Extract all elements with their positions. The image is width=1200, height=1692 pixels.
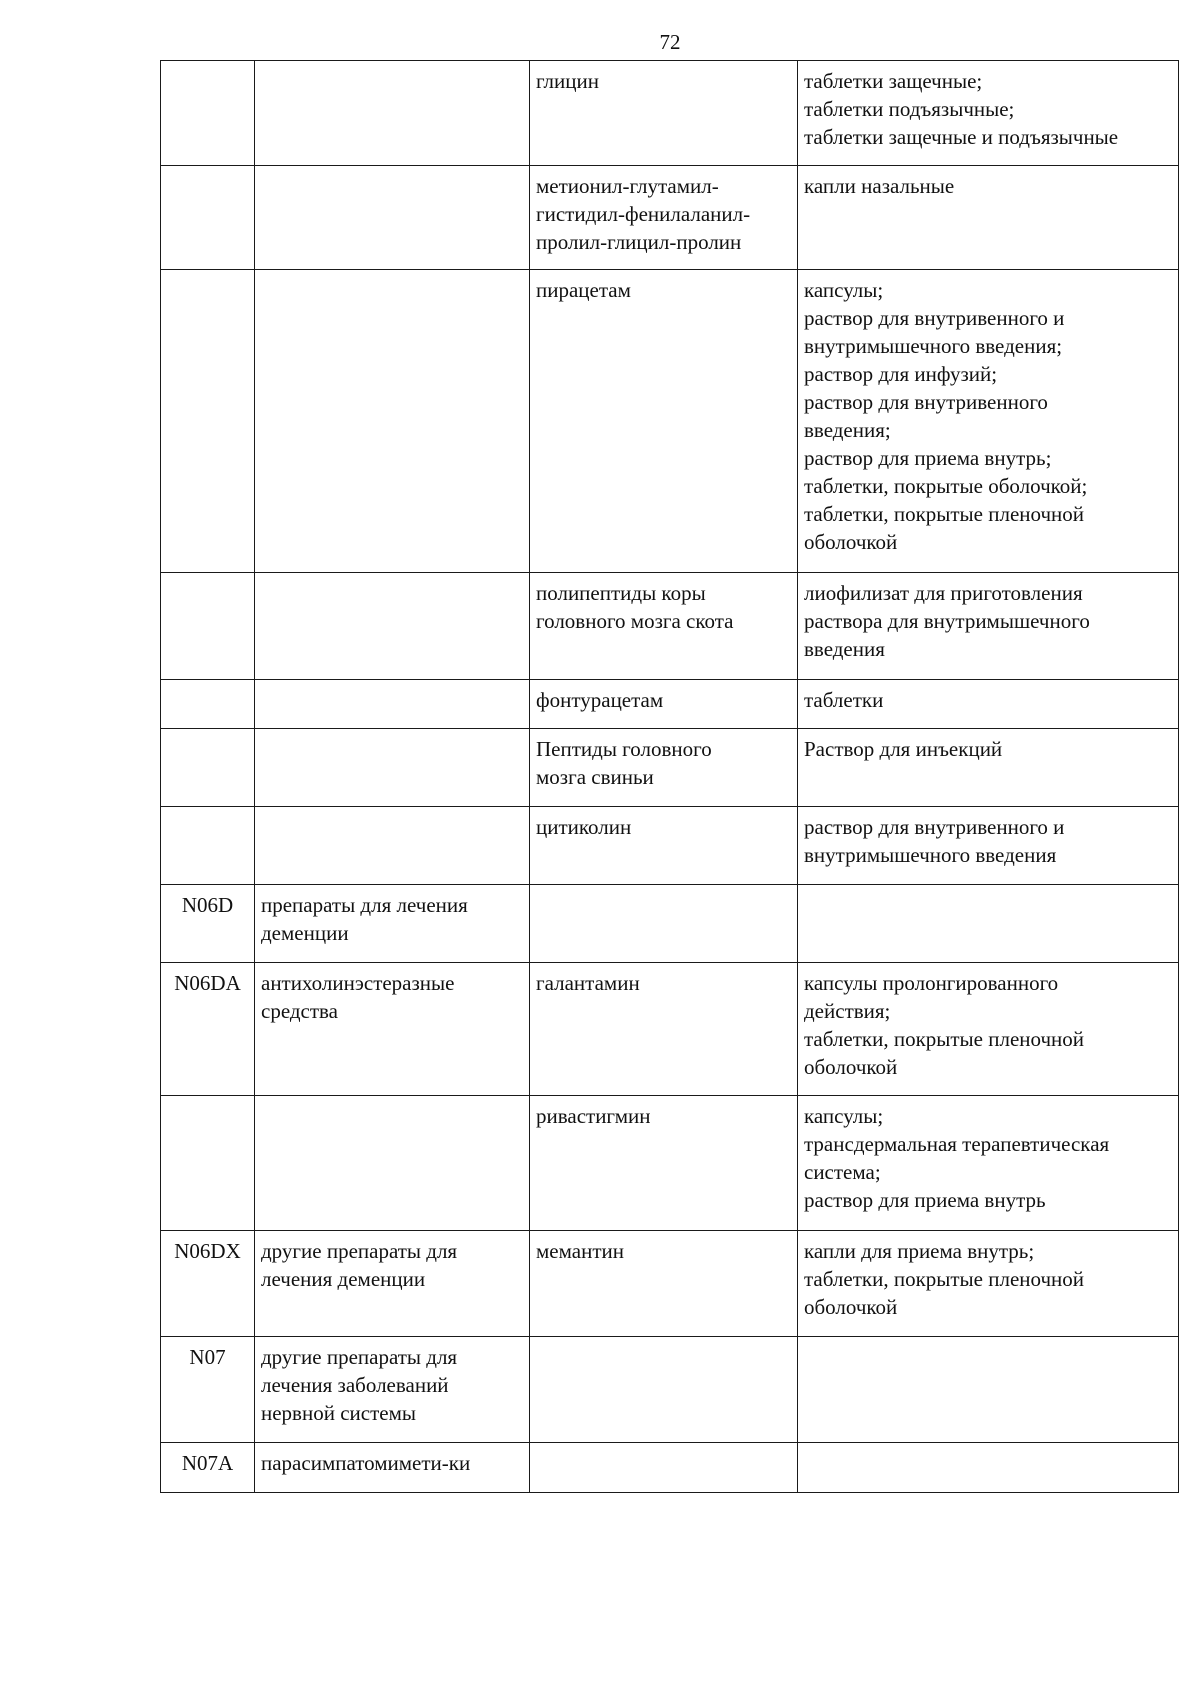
group-name-cell	[255, 61, 530, 166]
dosage-forms-cell: лиофилизат для приготовления раствора для внутримышечного введения	[798, 573, 1179, 680]
group-name-cell	[255, 166, 530, 270]
dosage-forms-cell: капсулы; раствор для внутривенного и внутримышечного введения; раствор для инфузий; раствор для внутривенного введения; раствор для приема внутрь; таблетки, покрытые оболочкой; таблетки, покрытые пленочной оболочкой	[798, 270, 1179, 573]
table-row	[161, 573, 1179, 680]
atc-code-cell: N06DA	[161, 963, 255, 1096]
atc-code-cell	[161, 807, 255, 885]
atc-code-cell	[161, 270, 255, 573]
atc-code-cell: N07A	[161, 1443, 255, 1493]
group-name-cell	[255, 270, 530, 573]
atc-code-cell: N07	[161, 1337, 255, 1443]
group-name-cell: другие препараты для лечения деменции	[255, 1231, 530, 1337]
drug-name-cell: фонтурацетам	[530, 680, 798, 729]
dosage-forms-cell: таблетки защечные; таблетки подъязычные; таблетки защечные и подъязычные	[798, 61, 1179, 166]
group-name-cell	[255, 807, 530, 885]
atc-code-cell	[161, 61, 255, 166]
group-name-cell	[255, 680, 530, 729]
drug-name-cell	[530, 1337, 798, 1443]
drug-name-cell: полипептиды коры головного мозга скота	[530, 573, 798, 680]
table-row	[161, 1443, 1179, 1493]
dosage-forms-cell: капли назальные	[798, 166, 1179, 270]
group-name-cell: другие препараты для лечения заболеваний нервной системы	[255, 1337, 530, 1443]
drug-name-cell: метионил-глутамил- гистидил-фенилаланил- пролил-глицил-пролин	[530, 166, 798, 270]
atc-code-cell	[161, 729, 255, 807]
dosage-forms-cell	[798, 1443, 1179, 1493]
dosage-forms-cell: таблетки	[798, 680, 1179, 729]
drug-name-cell: цитиколин	[530, 807, 798, 885]
drug-name-cell: глицин	[530, 61, 798, 166]
table-row	[161, 680, 1179, 729]
atc-code-cell	[161, 1096, 255, 1231]
dosage-forms-cell: капсулы пролонгированного действия; таблетки, покрытые пленочной оболочкой	[798, 963, 1179, 1096]
table-row	[161, 729, 1179, 807]
atc-code-cell: N06D	[161, 885, 255, 963]
table-row	[161, 61, 1179, 166]
dosage-forms-cell: капсулы; трансдермальная терапевтическая система; раствор для приема внутрь	[798, 1096, 1179, 1231]
group-name-cell	[255, 729, 530, 807]
group-name-cell	[255, 573, 530, 680]
dosage-forms-cell: капли для приема внутрь; таблетки, покрытые пленочной оболочкой	[798, 1231, 1179, 1337]
drug-name-cell: мемантин	[530, 1231, 798, 1337]
table-row	[161, 270, 1179, 573]
table-row	[161, 166, 1179, 270]
dosage-forms-cell: раствор для внутривенного и внутримышечного введения	[798, 807, 1179, 885]
drug-name-cell: ривастигмин	[530, 1096, 798, 1231]
drug-name-cell	[530, 885, 798, 963]
dosage-forms-cell: Раствор для инъекций	[798, 729, 1179, 807]
page-number: 72	[659, 30, 681, 54]
table-row	[161, 1231, 1179, 1337]
drug-name-cell	[530, 1443, 798, 1493]
drug-name-cell: пирацетам	[530, 270, 798, 573]
drug-name-cell: галантамин	[530, 963, 798, 1096]
dosage-forms-cell	[798, 885, 1179, 963]
table-row	[161, 885, 1179, 963]
table-row	[161, 1337, 1179, 1443]
atc-code-cell	[161, 166, 255, 270]
atc-code-cell: N06DX	[161, 1231, 255, 1337]
group-name-cell	[255, 1096, 530, 1231]
atc-code-cell	[161, 573, 255, 680]
drug-name-cell: Пептиды головного мозга свиньи	[530, 729, 798, 807]
group-name-cell: препараты для лечения деменции	[255, 885, 530, 963]
dosage-forms-cell	[798, 1337, 1179, 1443]
table-row	[161, 1096, 1179, 1231]
group-name-cell: парасимпатомимети-ки	[255, 1443, 530, 1493]
drug-table	[160, 60, 1179, 1493]
group-name-cell: антихолинэстеразные средства	[255, 963, 530, 1096]
table-row	[161, 963, 1179, 1096]
atc-code-cell	[161, 680, 255, 729]
table-row	[161, 807, 1179, 885]
